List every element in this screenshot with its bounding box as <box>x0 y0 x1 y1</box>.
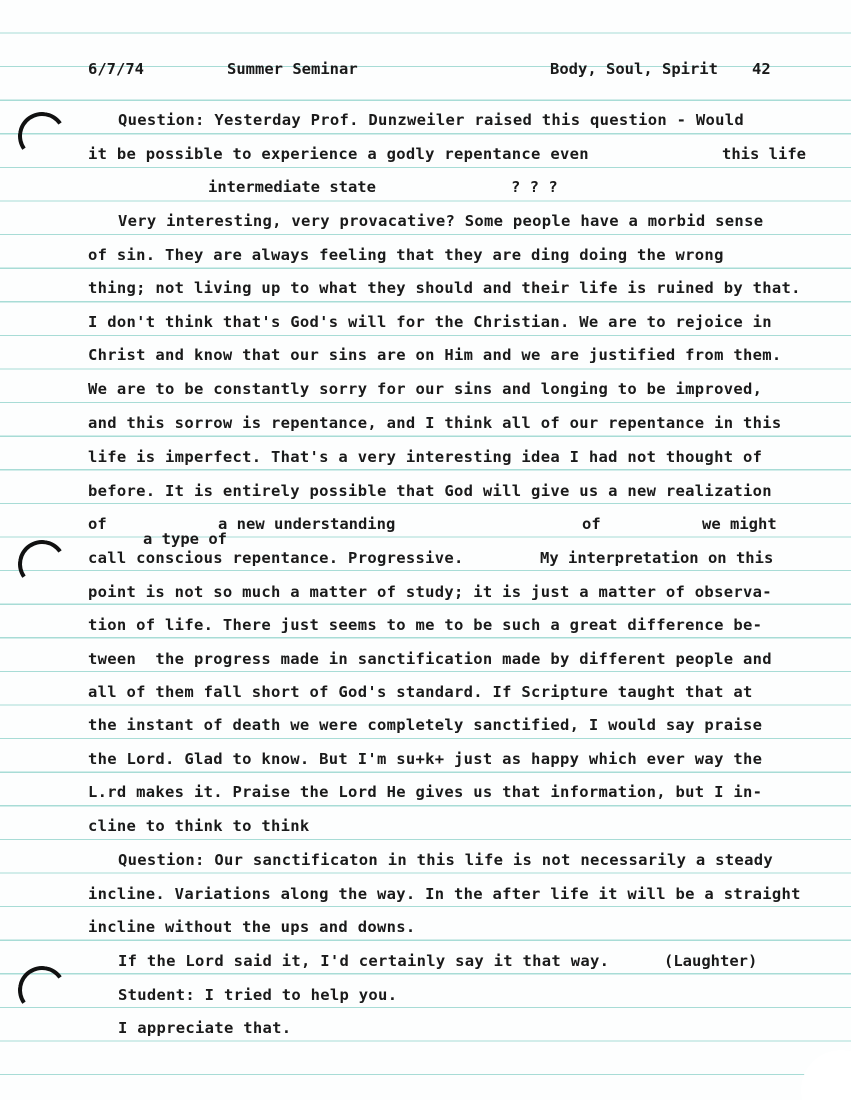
text-line: it be possible to experience a godly repentance even <box>88 145 589 163</box>
text-line: point is not so much a matter of study; it is just a matter of observa- <box>88 583 772 601</box>
text-fragment: My interpretation on this <box>540 549 774 567</box>
interlinear-insertion: a type of <box>143 530 227 548</box>
text-line: thing; not living up to what they should and their life is ruined by that. <box>88 279 801 297</box>
text-line: all of them fall short of God's standard. If Scripture taught that at <box>88 683 753 701</box>
text-line: the Lord. Glad to know. But I'm su+k+ just as happy which ever way the <box>88 750 763 768</box>
text-fragment: (Laughter) <box>664 952 758 970</box>
text-line: cline to think to think <box>88 817 310 835</box>
text-line: I don't think that's God's will for the Christian. We are to rejoice in <box>88 313 772 331</box>
header-course: Summer Seminar <box>227 60 358 78</box>
text-fragment: of <box>88 515 107 533</box>
text-line: call conscious repentance. Progressive. <box>88 549 464 567</box>
text-line: We are to be constantly sorry for our sins and longing to be improved, <box>88 380 763 398</box>
header-page-number: 42 <box>752 60 771 78</box>
text-fragment: we might <box>702 515 777 533</box>
text-line: Christ and know that our sins are on Him and we are justified from them. <box>88 346 782 364</box>
text-line: Question: Yesterday Prof. Dunzweiler raised this question - Would <box>118 111 745 129</box>
text-fragment: intermediate state <box>208 178 376 196</box>
header-topic: Body, Soul, Spirit <box>550 60 718 78</box>
text-line: tween the progress made in sanctification made by different people and <box>88 650 772 668</box>
text-line: tion of life. There just seems to me to be such a great difference be- <box>88 616 763 634</box>
punch-hole-middle <box>14 536 70 592</box>
text-line: L.rd makes it. Praise the Lord He gives us that information, but I in- <box>88 783 763 801</box>
text-line: incline. Variations along the way. In the after life it will be a straight <box>88 885 801 903</box>
text-line: Question: Our sanctificaton in this life is not necessarily a steady <box>118 851 773 869</box>
punch-hole-top <box>14 108 70 164</box>
text-line: I appreciate that. <box>118 1019 292 1037</box>
text-fragment: ? ? ? <box>511 178 558 196</box>
page-corner <box>801 1050 851 1100</box>
text-fragment: this life <box>722 145 806 163</box>
text-line: If the Lord said it, I'd certainly say it that way. <box>118 952 610 970</box>
text-line: the instant of death we were completely sanctified, I would say praise <box>88 716 763 734</box>
text-line: life is imperfect. That's a very interesting idea I had not thought of <box>88 448 763 466</box>
text-line: incline without the ups and downs. <box>88 918 416 936</box>
text-line: and this sorrow is repentance, and I think all of our repentance in this <box>88 414 782 432</box>
text-line: of sin. They are always feeling that they are ding doing the wrong <box>88 246 724 264</box>
text-fragment: a new understanding <box>218 515 396 533</box>
text-line: before. It is entirely possible that God will give us a new realization <box>88 482 772 500</box>
punch-hole-bottom <box>14 962 70 1018</box>
text-line: Student: I tried to help you. <box>118 986 398 1004</box>
header-date: 6/7/74 <box>88 60 144 78</box>
text-line: Very interesting, very provacative? Some people have a morbid sense <box>118 212 764 230</box>
text-fragment: of <box>582 515 601 533</box>
